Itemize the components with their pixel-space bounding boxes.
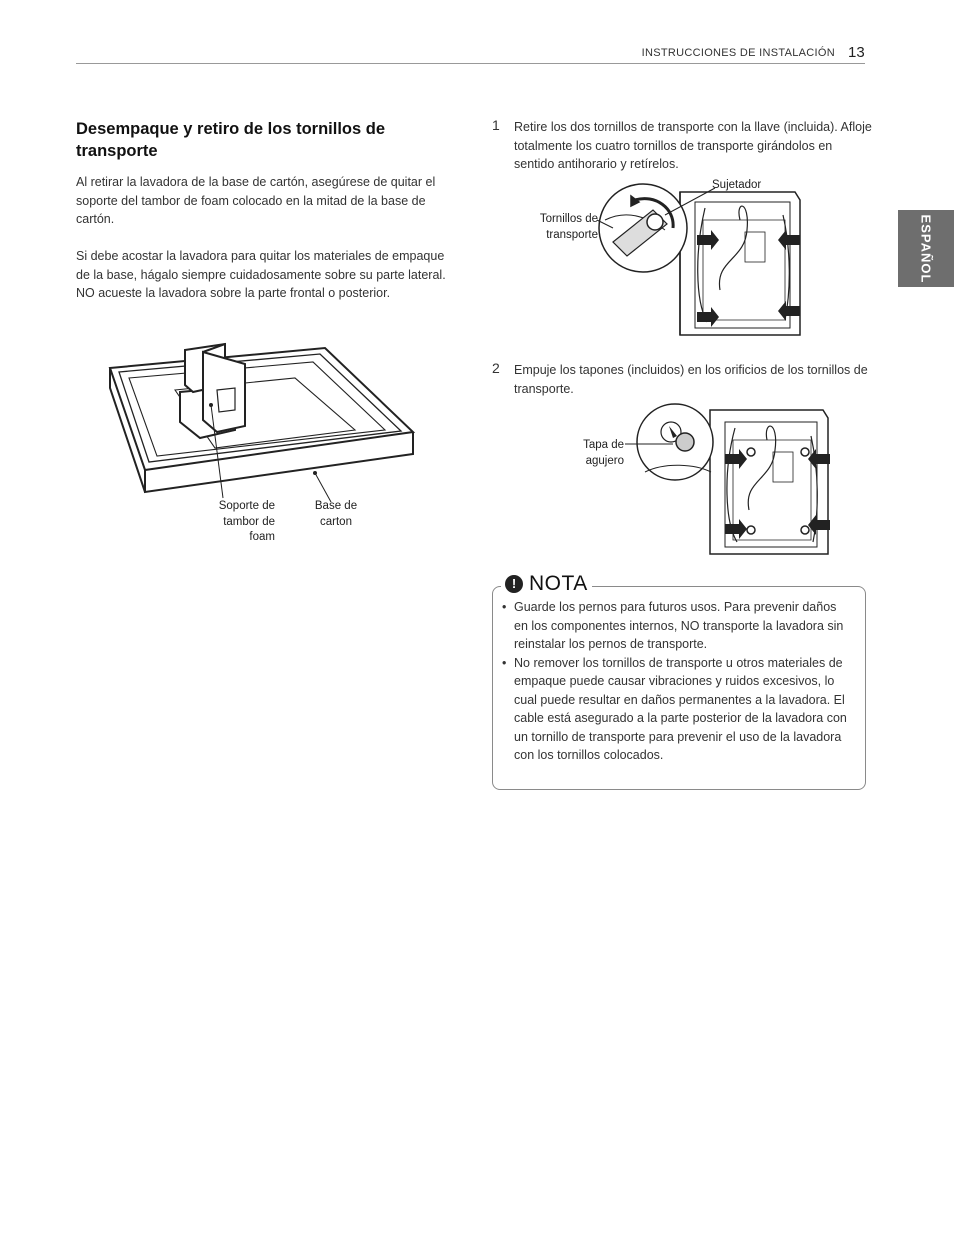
washer-hole-caps-illustration — [625, 402, 835, 562]
paragraph-carton-base: Al retirar la lavadora de la base de cartón, asegúrese de quitar el soporte del tambor de foam colocado en la mitad de la base de cartón. — [76, 175, 436, 226]
note-heading — [501, 572, 592, 596]
exclamation-icon: ! — [505, 575, 523, 593]
label-carton-base: Base de carton — [314, 500, 358, 528]
note-item: • No remover los tornillos de transporte u otros materiales de empaque puede causar vibraciones y ruidos excesivos, lo cual puede resultar en daños permanentes a la lavadora. El cable está asegurado a la parte posterior de la lavadora con un tornillo de transporte para prevenir el uso de la lavadora con los tornillos colocados. — [500, 654, 850, 765]
section-title: Desempaque y retiro de los tornillos de transporte — [76, 120, 385, 160]
label-bracket: Sujetador — [712, 179, 762, 191]
label-hole-cap: Tapa de agujero — [583, 439, 624, 467]
page-number: 13 — [848, 44, 865, 61]
running-header: INSTRUCCIONES DE INSTALACIÓN — [641, 47, 835, 59]
paragraph-laying-washer: Si debe acostar la lavadora para quitar los materiales de empaque de la base, hágalo siempre cuidadosamente sobre su parte lateral. NO acueste la lavadora sobre la parte frontal o posterior. — [76, 249, 446, 300]
step-2-text: Empuje los tapones (incluidos) en los orificios de los tornillos de transporte. — [514, 363, 868, 396]
language-tab — [898, 210, 954, 287]
step-1-text: Retire los dos tornillos de transporte con la llave (incluida). Afloje totalmente los cuatro tornillos de transporte girándolos en sentido antihorario y retírelos. — [514, 120, 872, 171]
note-item: • Guarde los pernos para futuros usos. Para prevenir daños en los componentes internos, NO transporte la lavadora sin reinstalar los pernos de transporte. — [500, 598, 850, 654]
language-tab-label: ESPAÑOL — [918, 214, 934, 283]
label-foam-support: Soporte de tambor de foam — [218, 500, 275, 543]
note-list — [500, 598, 850, 765]
step-2-number: 2 — [492, 360, 500, 376]
washer-back-bolts-illustration — [595, 180, 810, 340]
note-title: NOTA — [529, 572, 588, 595]
carton-base-illustration — [105, 330, 425, 505]
header-divider — [76, 63, 865, 64]
step-1-number: 1 — [492, 117, 500, 133]
label-transport-bolts: Tornillos de transporte — [539, 213, 598, 241]
